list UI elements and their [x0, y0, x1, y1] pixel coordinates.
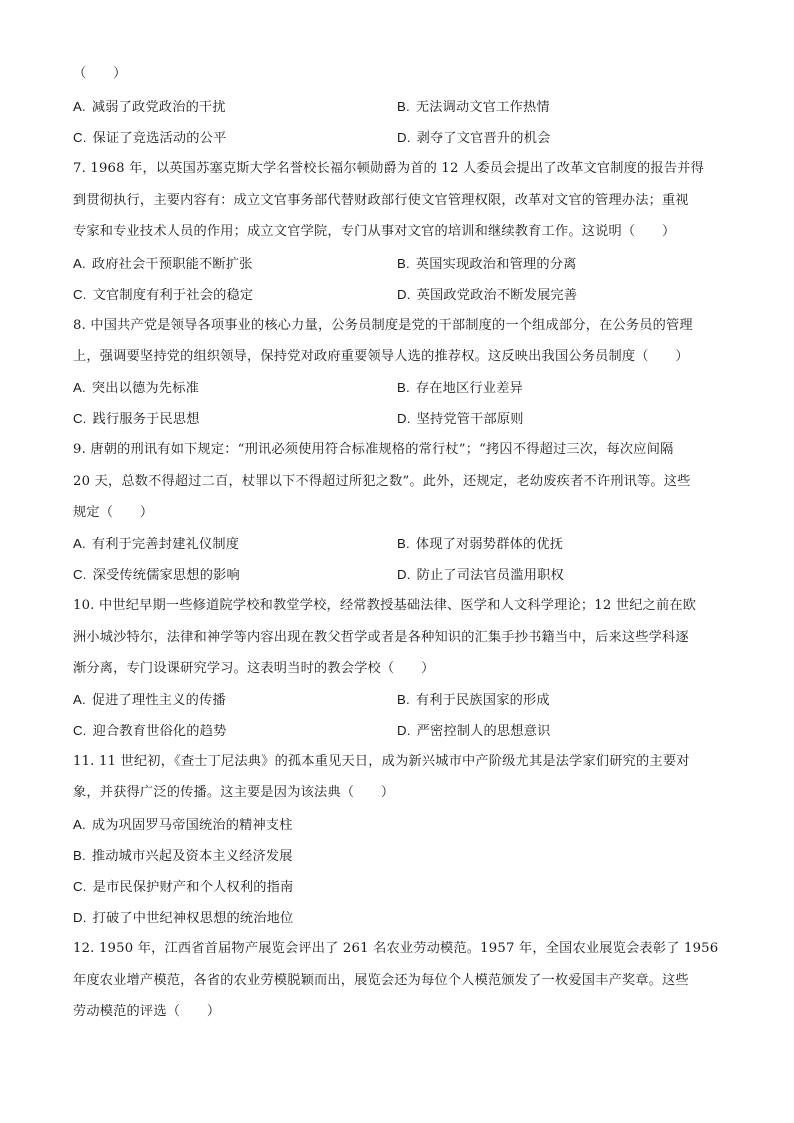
option-letter: B. — [397, 536, 410, 551]
option-text: 深受传统儒家思想的影响 — [92, 568, 240, 583]
q10-option-c[interactable] — [73, 722, 226, 741]
option-text: 文官制度有利于社会的稳定 — [92, 288, 254, 303]
q10-option-a[interactable] — [73, 691, 226, 710]
option-text: 推动城市兴起及资本主义经济发展 — [91, 849, 293, 864]
option-text: 防止了司法官员滥用职权 — [416, 568, 564, 583]
option-text: 是市民保护财产和个人权利的指南 — [92, 880, 294, 895]
option-text: 严密控制人的思想意识 — [416, 724, 551, 739]
q6-option-b[interactable] — [397, 98, 550, 117]
option-letter: B. — [397, 99, 410, 114]
option-text: 减弱了政党政治的干扰 — [91, 100, 226, 115]
option-text: 有利于完善封建礼仪制度 — [91, 537, 240, 552]
option-letter: B. — [397, 380, 410, 395]
option-text: 英国政党政治不断发展完善 — [416, 288, 578, 303]
option-letter: D. — [397, 723, 411, 738]
q10-option-b[interactable] — [397, 691, 550, 710]
option-text: 成为巩固罗马帝国统治的精神支柱 — [91, 818, 293, 833]
q11-option-b[interactable] — [73, 847, 293, 866]
q8-option-a[interactable] — [73, 379, 199, 398]
q11-stem-line-2: 象，并获得广泛的传播。这主要是因为该法典（ ） — [73, 785, 395, 800]
option-letter: A. — [73, 536, 86, 551]
option-text: 体现了对弱势群体的优抚 — [415, 537, 564, 552]
option-letter: A. — [73, 256, 86, 271]
q11-option-c[interactable] — [73, 878, 293, 897]
option-letter: A. — [73, 817, 86, 832]
q8-stem-line-1: 8. 中国共产党是领导各项事业的核心力量，公务员制度是党的干部制度的一个组成部分，在公务员的管理 — [73, 318, 693, 333]
option-letter: A. — [73, 99, 86, 114]
q8-stem-line-2: 上，强调要坚持党的组织领导，保持党对政府重要领导人选的推荐权。这反映出我国公务员制度（ ） — [73, 349, 689, 364]
q6-stem-end: （ ） — [73, 66, 127, 81]
option-letter: C. — [73, 130, 87, 145]
q9-option-a[interactable] — [73, 535, 239, 554]
q7-option-c[interactable] — [73, 286, 253, 305]
q11-option-a[interactable] — [73, 816, 293, 835]
option-letter: C. — [73, 567, 87, 582]
option-letter: D. — [397, 287, 411, 302]
option-letter: A. — [73, 380, 86, 395]
q8-option-b[interactable] — [397, 379, 523, 398]
option-letter: C. — [73, 411, 87, 426]
option-text: 政府社会干预职能不断扩张 — [91, 257, 253, 272]
option-text: 促进了理性主义的传播 — [91, 693, 226, 708]
q9-stem-line-2: 20 天，总数不得超过二百，杖罪以下不得超过所犯之数”。此外，还规定，老幼废疾者不许刑讯等。这些 — [73, 474, 691, 489]
option-text: 迎合教育世俗化的趋势 — [92, 724, 227, 739]
option-letter: B. — [397, 256, 410, 271]
q7-option-b[interactable] — [397, 255, 577, 274]
q6-option-c[interactable] — [73, 129, 226, 148]
option-letter: C. — [73, 287, 87, 302]
option-letter: A. — [73, 692, 86, 707]
q7-stem-line-1: 7. 1968 年，以英国苏塞克斯大学名誉校长福尔顿勋爵为首的 12 人委员会提出了改革文官制度的报告并得 — [73, 161, 704, 176]
option-text: 坚持党管干部原则 — [416, 412, 524, 427]
option-letter: B. — [397, 692, 410, 707]
q9-stem-line-1: 9. 唐朝的刑讯有如下规定：“刑讯必须使用符合标准规格的常行杖”；“拷囚不得超过三次，每次应间隔 — [73, 442, 674, 457]
option-text: 存在地区行业差异 — [415, 381, 523, 396]
option-letter: C. — [73, 723, 87, 738]
q9-stem-line-3: 规定（ ） — [73, 505, 154, 520]
q8-option-c[interactable] — [73, 410, 200, 429]
q10-stem-line-1: 10. 中世纪早期一些修道院学校和教堂学校，经常教授基础法律、医学和人文科学理论；12 世纪之前在欧 — [73, 598, 697, 613]
option-text: 打破了中世纪神权思想的统治地位 — [92, 911, 294, 926]
q7-option-a[interactable] — [73, 255, 253, 274]
option-text: 剥夺了文官晋升的机会 — [416, 131, 551, 146]
option-text: 突出以德为先标准 — [91, 381, 199, 396]
q9-option-b[interactable] — [397, 535, 563, 554]
option-letter: C. — [73, 879, 87, 894]
q9-option-d[interactable] — [397, 566, 564, 585]
q7-stem-line-3: 专家和专业技术人员的作用；成立文官学院，专门从事对文官的培训和继续教育工作。这说明（ ） — [73, 224, 676, 239]
option-letter: D. — [397, 411, 411, 426]
q12-stem-line-1: 12. 1950 年，江西省首届物产展览会评出了 261 名农业劳动模范。1957 年，全国农业展览会表彰了 1956 — [73, 941, 719, 956]
q12-stem-line-3: 劳动模范的评选（ ） — [73, 1004, 221, 1019]
q10-option-d[interactable] — [397, 722, 550, 741]
q8-option-d[interactable] — [397, 410, 524, 429]
option-text: 保证了竞选活动的公平 — [92, 131, 227, 146]
q7-stem-line-2: 到贯彻执行，主要内容有：成立文官事务部代替财政部行使文官管理权限，改革对文官的管理办法；重视 — [73, 193, 689, 208]
q10-stem-line-2: 洲小城沙特尔，法律和神学等内容出现在教父哲学或者是各种知识的汇集手抄书籍当中，后来这些学科逐 — [73, 630, 689, 645]
option-letter: D. — [73, 910, 87, 925]
q10-stem-line-3: 渐分离，专门设课研究学习。这表明当时的教会学校（ ） — [73, 661, 435, 676]
q6-option-d[interactable] — [397, 129, 550, 148]
option-letter: D. — [397, 567, 411, 582]
q6-option-a[interactable] — [73, 98, 226, 117]
option-text: 英国实现政治和管理的分离 — [415, 257, 577, 272]
q7-option-d[interactable] — [397, 286, 577, 305]
option-letter: D. — [397, 130, 411, 145]
q11-stem-line-1: 11. 11 世纪初，《查士丁尼法典》的孤本重见天日，成为新兴城市中产阶级尤其是法学家们研究的主要对 — [73, 754, 690, 769]
q9-option-c[interactable] — [73, 566, 240, 585]
option-letter: B. — [73, 848, 86, 863]
option-text: 无法调动文官工作热情 — [415, 100, 550, 115]
q11-option-d[interactable] — [73, 909, 293, 928]
q12-stem-line-2: 年度农业增产模范，各省的农业劳模脱颖而出，展览会还为每位个人模范颁发了一枚爱国丰产奖章。这些 — [73, 973, 689, 988]
option-text: 践行服务于民思想 — [92, 412, 200, 427]
option-text: 有利于民族国家的形成 — [415, 693, 550, 708]
